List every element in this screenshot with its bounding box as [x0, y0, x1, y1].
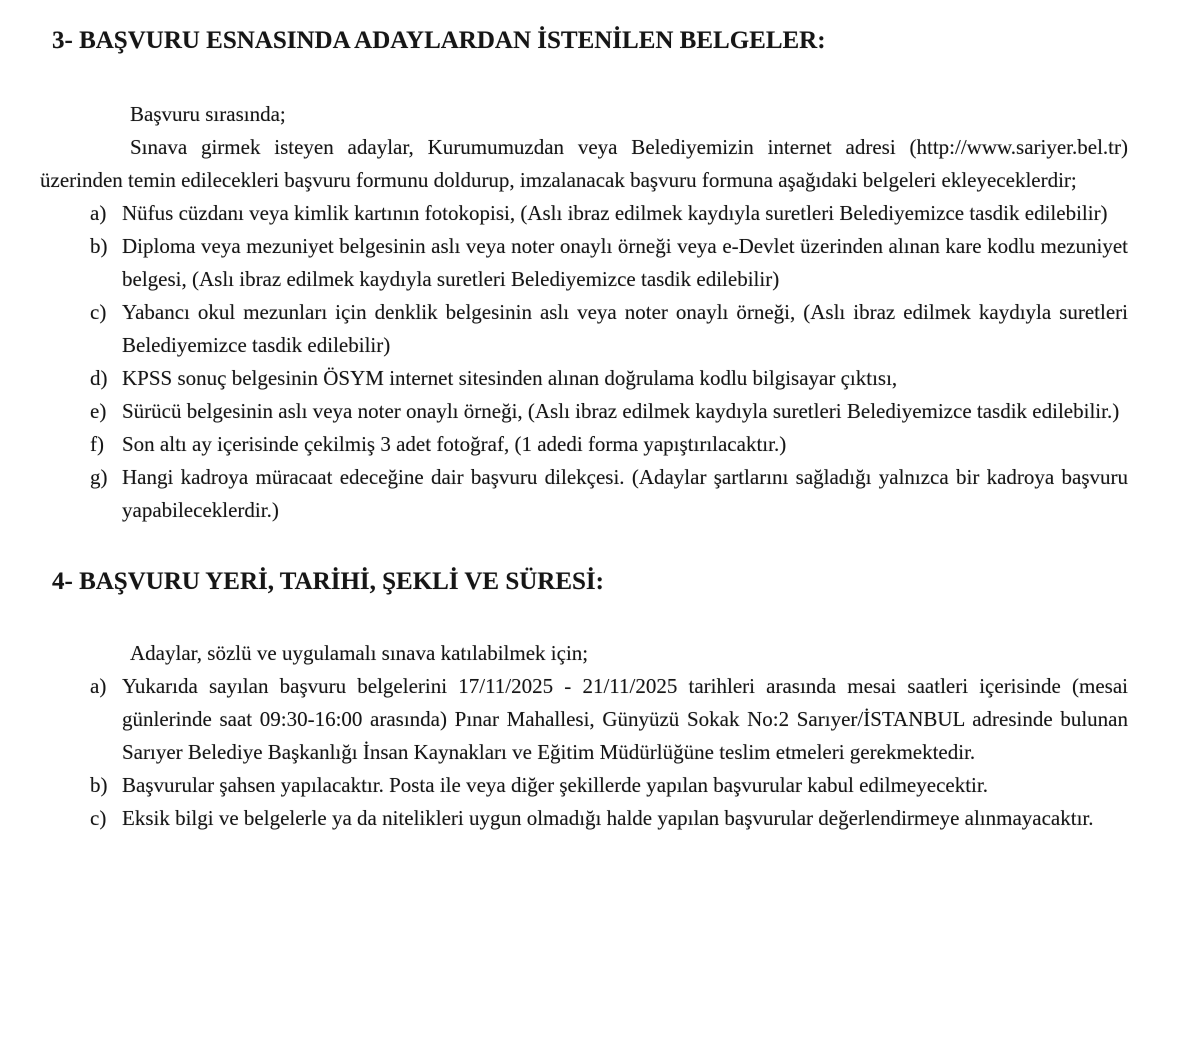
item-letter: a)	[90, 674, 107, 698]
item-text: Nüfus cüzdanı veya kimlik kartının fotokopisi, (Aslı ibraz edilmek kaydıyla suretleri Belediyemizce tasdik edilebilir)	[122, 201, 1108, 225]
item-letter: d)	[90, 366, 108, 390]
section-4-heading: 4- BAŞVURU YERİ, TARİHİ, ŞEKLİ VE SÜRESİ:	[52, 568, 604, 595]
item-letter: g)	[90, 465, 108, 489]
list-item-4a	[40, 670, 1128, 769]
item-text: Hangi kadroya müracaat edeceğine dair başvuru dilekçesi. (Adaylar şartlarını sağladığı yalnızca bir kadroya başvuru yapabileceklerdir.)	[122, 465, 1128, 522]
item-text: KPSS sonuç belgesinin ÖSYM internet sitesinden alınan doğrulama kodlu bilgisayar çıktısı,	[122, 366, 898, 390]
item-letter: a)	[90, 201, 107, 225]
list-item-3e	[40, 395, 1128, 428]
item-letter: b)	[90, 234, 108, 258]
item-letter: e)	[90, 399, 107, 423]
item-letter: b)	[90, 773, 108, 797]
section-3-intro-line: Başvuru sırasında;	[130, 102, 286, 126]
item-text: Yukarıda sayılan başvuru belgelerini 17/11/2025 - 21/11/2025 tarihleri arasında mesai saatleri içerisinde (mesai günlerinde saat 09:30-16:00 arasında) Pınar Mahallesi, Günyüzü Sokak No:2 Sarıyer/İSTANBUL adresinde bulunan Sarıyer Belediye Başkanlığı İnsan Kaynakları ve Eğitim Müdürlüğüne teslim etmeleri gerekmektedir.	[122, 674, 1128, 764]
item-letter: c)	[90, 300, 107, 324]
list-item-3d	[40, 362, 1128, 395]
item-text: Son altı ay içerisinde çekilmiş 3 adet fotoğraf, (1 adedi forma yapıştırılacaktır.)	[122, 432, 787, 456]
list-item-4c	[40, 802, 1128, 835]
list-item-3f	[40, 428, 1128, 461]
item-letter: c)	[90, 806, 107, 830]
item-text: Sürücü belgesinin aslı veya noter onaylı örneği, (Aslı ibraz edilmek kaydıyla suretleri Belediyemizce tasdik edilebilir.)	[122, 399, 1120, 423]
item-text: Eksik bilgi ve belgelerle ya da nitelikleri uygun olmadığı halde yapılan başvurular değerlendirmeye alınmayacaktır.	[122, 806, 1094, 830]
section-3-paragraph: Sınava girmek isteyen adaylar, Kurumumuzdan veya Belediyemizin internet adresi (http://www.sariyer.bel.tr) üzerinden temin edilecekleri başvuru formunu doldurup, imzalanacak başvuru formuna aşağıdaki belgeleri ekleyeceklerdir;	[40, 135, 1128, 192]
item-text: Başvurular şahsen yapılacaktır. Posta ile veya diğer şekillerde yapılan başvurular kabul edilmeyecektir.	[122, 773, 988, 797]
list-item-4b	[40, 769, 1128, 802]
section-3-list	[40, 197, 1128, 527]
item-letter: f)	[90, 432, 104, 456]
list-item-3c	[40, 296, 1128, 362]
item-text: Diploma veya mezuniyet belgesinin aslı veya noter onaylı örneği veya e-Devlet üzerinden alınan kare kodlu mezuniyet belgesi, (Aslı ibraz edilmek kaydıyla suretleri Belediyemizce tasdik edilebilir)	[122, 234, 1128, 291]
item-text: Yabancı okul mezunları için denklik belgesinin aslı veya noter onaylı örneği, (Aslı ibraz edilmek kaydıyla suretleri Belediyemizce tasdik edilebilir)	[122, 300, 1128, 357]
list-item-3a	[40, 197, 1128, 230]
list-item-3g	[40, 461, 1128, 527]
list-item-3b	[40, 230, 1128, 296]
section-4-intro-line: Adaylar, sözlü ve uygulamalı sınava katılabilmek için;	[130, 641, 589, 665]
section-4-list	[40, 670, 1128, 835]
section-3-heading: 3- BAŞVURU ESNASINDA ADAYLARDAN İSTENİLEN BELGELER:	[52, 27, 826, 54]
